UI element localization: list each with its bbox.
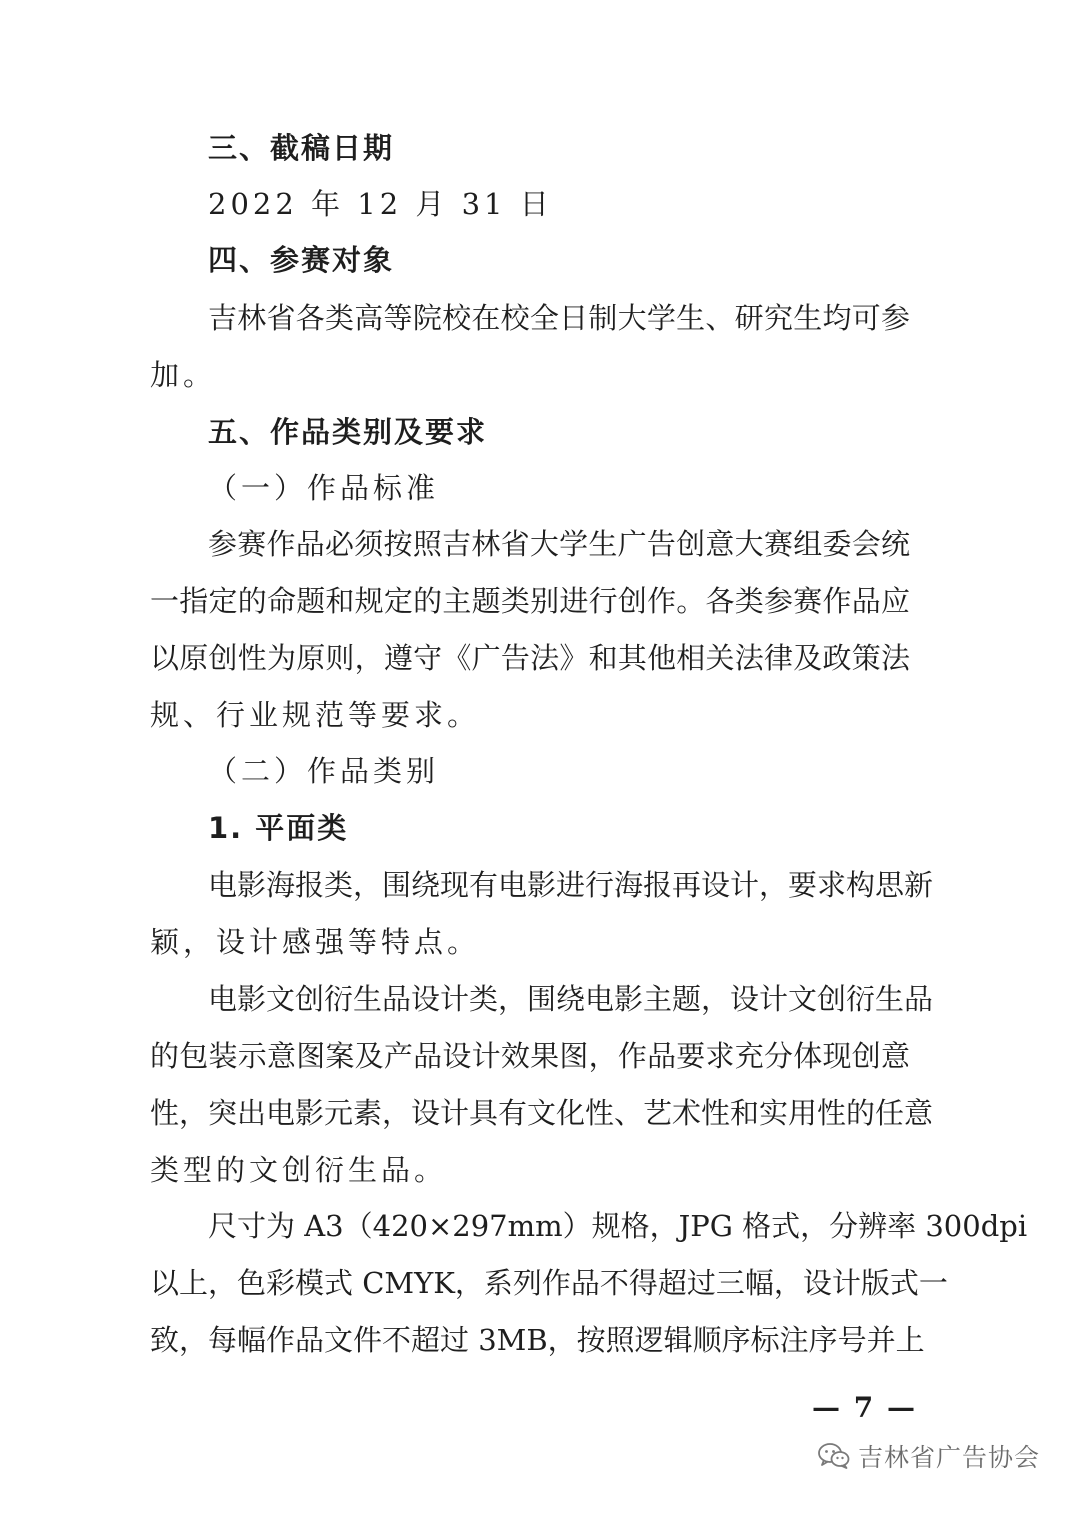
paragraph-line: 颖，设计感强等特点。 [150, 925, 481, 959]
paragraph-line: 尺寸为 A3（420×297mm）规格，JPG 格式，分辨率 300dpi [208, 1209, 1028, 1243]
paragraph-line: 性，突出电影元素，设计具有文化性、艺术性和实用性的任意 [150, 1096, 934, 1130]
wechat-watermark [818, 1438, 1040, 1474]
section-heading-deadline: 三、截稿日期 [208, 131, 395, 165]
section-heading-eligibility: 四、参赛对象 [208, 243, 395, 277]
paragraph-line: 以原创性为原则，遵守《广告法》和其他相关法律及政策法 [150, 641, 910, 675]
paragraph-line: 加。 [150, 358, 217, 392]
subsection-heading-category: （二）作品类别 [208, 754, 440, 788]
paragraph-line: 吉林省各类高等院校在校全日制大学生、研究生均可参 [208, 301, 910, 335]
paragraph-line: 规、行业规范等要求。 [150, 698, 481, 732]
paragraph-line: 以上，色彩模式 CMYK，系列作品不得超过三幅，设计版式一 [150, 1266, 948, 1300]
watermark-text: 吉林省广告协会 [858, 1443, 1041, 1472]
paragraph-line: 参赛作品必须按照吉林省大学生广告创意大赛组委会统 [208, 527, 910, 561]
paragraph-line: 电影文创衍生品设计类，围绕电影主题，设计文创衍生品 [208, 982, 934, 1016]
paragraph-line: 电影海报类，围绕现有电影进行海报再设计，要求构思新 [208, 868, 934, 902]
section-heading-categories: 五、作品类别及要求 [208, 415, 488, 449]
category-heading-print: 1. 平面类 [208, 811, 349, 845]
subsection-heading-standard: （一）作品标准 [208, 471, 440, 505]
paragraph-line: 一指定的命题和规定的主题类别进行创作。各类参赛作品应 [150, 584, 910, 618]
page-number: — 7 — [812, 1391, 917, 1424]
paragraph-line: 致，每幅作品文件不超过 3MB，按照逻辑顺序标注序号并上 [150, 1323, 925, 1357]
wechat-icon [818, 1442, 850, 1470]
deadline-date: 2022 年 12 月 31 日 [208, 187, 553, 221]
paragraph-line: 类型的文创衍生品。 [150, 1153, 448, 1187]
paragraph-line: 的包装示意图案及产品设计效果图，作品要求充分体现创意 [150, 1039, 910, 1073]
